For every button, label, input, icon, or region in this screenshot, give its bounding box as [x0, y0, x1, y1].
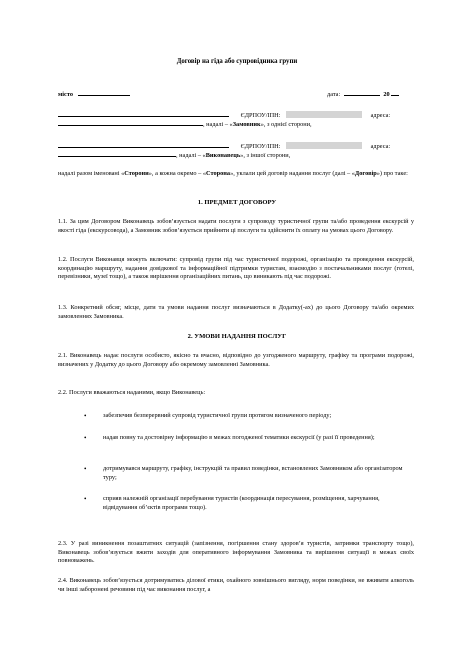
city-field[interactable]	[78, 89, 130, 96]
date-line	[327, 89, 399, 100]
clause-2-3: 2.3. У разі виникнення позаштатних ситуацій (запізнення, погіршення стану здоров’я туристів, затримки транспорту тощо), Виконавець зобов’язується вжити заходів для оперативного інформування Замовника та вирішення ситуації в межах своїх повноважень.	[58, 540, 414, 565]
clause-2-2: 2.2. Послуги вважаються наданими, якщо Виконавець:	[58, 389, 206, 396]
date-field[interactable]	[344, 89, 380, 96]
city-line	[58, 89, 130, 100]
party2-address-label: адреса:	[370, 143, 391, 150]
party2-line2	[58, 150, 290, 161]
party1-tail-a: , надалі – «	[203, 121, 233, 128]
party1-edrpou-field[interactable]	[286, 111, 362, 118]
party1-role: Замовник	[232, 121, 261, 128]
clause-1-2: 1.2. Послуги Виконавця можуть включати: супровід групи під час туристичної подорожі, організацію та проведення екскурсій, координацію маршруту, надання довідкової та інформаційної підтримки туристам, взаємодію з постачальниками послуг (готелі, перевізники, музеї тощо), а також вирішення організаційних питань, що виникають під час подорожі.	[58, 256, 414, 281]
party2-tail-b: », з іншої сторони,	[240, 152, 291, 159]
list-item: забезпечив безперервний супровід туристичної групи протягом визначеного періоду;	[103, 412, 332, 419]
intro-paragraph: надалі разом іменовані «Сторони», а кожна окремо – «Сторона», уклали цей договір надання послуг (далі – «Договір») про таке:	[58, 170, 408, 177]
list-item: надав повну та достовірну інформацію в межах погодженої тематики екскурсії (у разі її проведення);	[103, 434, 375, 441]
party2-role: Виконавець	[205, 152, 241, 159]
party1-edrpou-label: ЄДРПОУ/ІПН:	[240, 112, 281, 119]
section1-heading: 1. ПРЕДМЕТ ДОГОВОРУ	[197, 199, 277, 206]
party2-address-field[interactable]	[58, 150, 176, 157]
document-title: Договір на гіда або супровідника групи	[176, 58, 298, 65]
party1-address-label: адреса:	[370, 112, 391, 119]
year-prefix: 20	[383, 91, 390, 98]
party1-address-field[interactable]	[58, 119, 203, 126]
bullet-icon: •	[84, 495, 87, 503]
list-item: дотримувався маршруту, графіку, інструкцій та правил поведінки, встановлених Замовником або організатором туру;	[103, 465, 403, 481]
list-item: сприяв належній організації перебування туристів (координація пересування, розміщення, харчування, відвідування об’єктів програми тощо).	[103, 495, 380, 511]
party1-tail-b: », з однієї сторони,	[260, 121, 312, 128]
clause-2-1: 2.1. Виконавець надає послуги особисто, якісно та вчасно, відповідно до узгодженого маршруту, графіку та програми подорожі, визначених у Додатку до цього Договору або окремому замовленні Замовника.	[58, 352, 414, 368]
party2-tail-a: , надалі – «	[176, 152, 206, 159]
bullet-icon: •	[84, 434, 87, 442]
year-field[interactable]	[391, 89, 399, 96]
section2-heading: 2. УМОВИ НАДАННЯ ПОСЛУГ	[187, 333, 287, 340]
date-label: дата:	[327, 91, 341, 98]
party2-edrpou-field[interactable]	[286, 142, 362, 149]
party1-line2	[58, 119, 312, 130]
clause-1-1: 1.1. За цим Договором Виконавець зобов’язується надати послуги з супроводу туристичної групи та/або проведення екскурсій у якості гіда (екскурсовода), а Замовник зобов’язується прийняти ці послуги та здійснити їх оплату на умовах цього Договору.	[58, 218, 414, 234]
party2-name-field[interactable]	[58, 141, 229, 148]
party2-edrpou-label: ЄДРПОУ/ІПН:	[240, 143, 281, 150]
bullet-icon: •	[84, 465, 87, 473]
clause-1-3: 1.3. Конкретний обсяг, місце, дати та умови надання послуг визначаються в Додатку(-ах) до цього Договору та/або окремих замовленнях Замовника.	[58, 304, 414, 320]
bullet-icon: •	[84, 412, 87, 420]
clause-2-4: 2.4. Виконавець зобов’язується дотримуватись ділової етики, охайного зовнішнього вигляду, норм поведінки, не вживати алкоголь чи інші заборонені речовини під час виконання послуг, а	[58, 577, 414, 593]
party1-name-field[interactable]	[58, 110, 229, 117]
city-label: місто	[58, 91, 73, 98]
